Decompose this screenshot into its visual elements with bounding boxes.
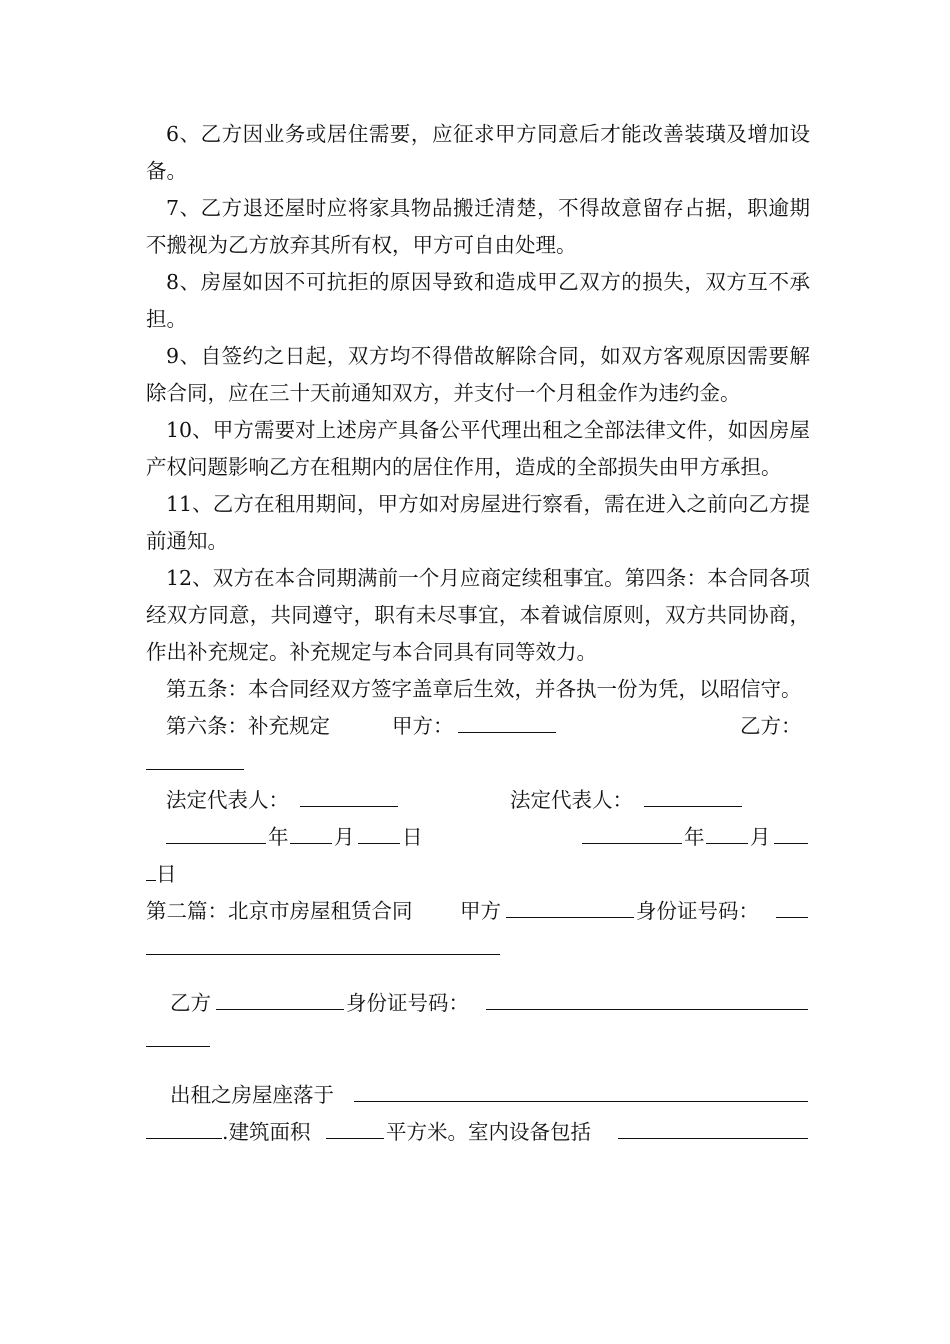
second-id-b-blank-cont[interactable] — [146, 1022, 210, 1059]
party-b-blank-row — [146, 745, 810, 782]
equipment-blank[interactable] — [618, 1114, 808, 1151]
date-a-day-label: 日 — [402, 825, 423, 849]
second-party-b-blank[interactable] — [216, 985, 344, 1022]
date-a-day-blank[interactable] — [358, 819, 400, 856]
date-b-day-blank[interactable] — [774, 819, 808, 856]
date-b-month-blank[interactable] — [706, 819, 748, 856]
clause-10: 10、甲方需要对上述房产具备公平代理出租之全部法律文件，如因房屋产权问题影响乙方在租期内的居住作用，造成的全部损失由甲方承担。 — [146, 418, 810, 479]
second-party-b-row — [146, 985, 810, 1022]
date-a-year-label: 年 — [268, 825, 289, 849]
rep-b-label: 法定代表人： — [510, 788, 633, 812]
date-a-year-blank[interactable] — [166, 819, 266, 856]
date-b-day-row — [146, 856, 810, 893]
party-b-blank[interactable] — [146, 745, 244, 782]
location-blank-cont[interactable] — [146, 1114, 222, 1151]
date-b-day-blank-cont[interactable] — [146, 856, 156, 893]
area-blank[interactable] — [326, 1114, 384, 1151]
article-5: 第五条：本合同经双方签字盖章后生效，并各执一份为凭，以昭信守。 — [166, 677, 802, 701]
second-id-label-b: 身份证号码： — [346, 991, 469, 1015]
date-b-month-label: 月 — [750, 825, 771, 849]
clause-11: 11、乙方在租用期间，甲方如对房屋进行察看，需在进入之前向乙方提前通知。 — [146, 492, 810, 553]
location-row — [146, 1077, 810, 1114]
date-b-year-label: 年 — [684, 825, 705, 849]
clause-6: 6、乙方因业务或居住需要，应征求甲方同意后才能改善装璜及增加设备。 — [146, 122, 810, 183]
rep-a-label: 法定代表人： — [166, 788, 289, 812]
area-label: .建筑面积 — [222, 1120, 311, 1144]
second-party-a-label: 甲方 — [460, 899, 501, 923]
rep-b-blank[interactable] — [644, 782, 742, 819]
second-id-a-blank-cont[interactable] — [146, 930, 500, 967]
article-6-label: 第六条：补充规定 — [166, 714, 330, 738]
date-a-month-blank[interactable] — [290, 819, 332, 856]
signature-row-parties — [146, 708, 810, 745]
signature-row-dates — [146, 819, 810, 856]
second-contract-header-row — [146, 893, 810, 930]
party-a-label: 甲方： — [392, 714, 454, 738]
date-b-day-label: 日 — [156, 862, 177, 886]
second-party-a-blank[interactable] — [506, 893, 634, 930]
second-contract-title: 第二篇：北京市房屋租赁合同 — [146, 899, 413, 923]
location-label: 出租之房屋座落于 — [170, 1083, 334, 1107]
clause-9: 9、自签约之日起，双方均不得借故解除合同，如双方客观原因需要解除合同，应在三十天前通知双方，并支付一个月租金作为违约金。 — [146, 344, 810, 405]
rep-a-blank[interactable] — [300, 782, 398, 819]
clause-7: 7、乙方退还屋时应将家具物品搬迁清楚，不得故意留存占据，职逾期不搬视为乙方放弃其所有权，甲方可自由处理。 — [146, 196, 810, 257]
party-b-label: 乙方： — [740, 714, 802, 738]
clause-12: 12、双方在本合同期满前一个月应商定续租事宜。第四条：本合同各项经双方同意，共同遵守，职有未尽事宜，本着诚信原则，双方共同协商，作出补充规定。补充规定与本合同具有同等效力。 — [146, 566, 810, 664]
area-unit-label: 平方米。室内设备包括 — [386, 1120, 591, 1144]
second-id-a-continue-row — [146, 930, 810, 967]
second-id-b-blank[interactable] — [486, 985, 808, 1022]
signature-row-representatives — [146, 782, 810, 819]
date-b-year-blank[interactable] — [582, 819, 682, 856]
second-party-b-label: 乙方 — [170, 991, 211, 1015]
area-row — [146, 1114, 810, 1151]
clause-8: 8、房屋如因不可抗拒的原因导致和造成甲乙双方的损失，双方互不承担。 — [146, 270, 810, 331]
date-a-month-label: 月 — [334, 825, 355, 849]
party-a-blank[interactable] — [458, 708, 556, 745]
second-id-b-continue-row — [146, 1022, 810, 1059]
document-page — [146, 116, 810, 1151]
second-id-a-blank[interactable] — [776, 893, 808, 930]
second-id-label-a: 身份证号码： — [636, 899, 759, 923]
location-blank[interactable] — [354, 1077, 808, 1114]
